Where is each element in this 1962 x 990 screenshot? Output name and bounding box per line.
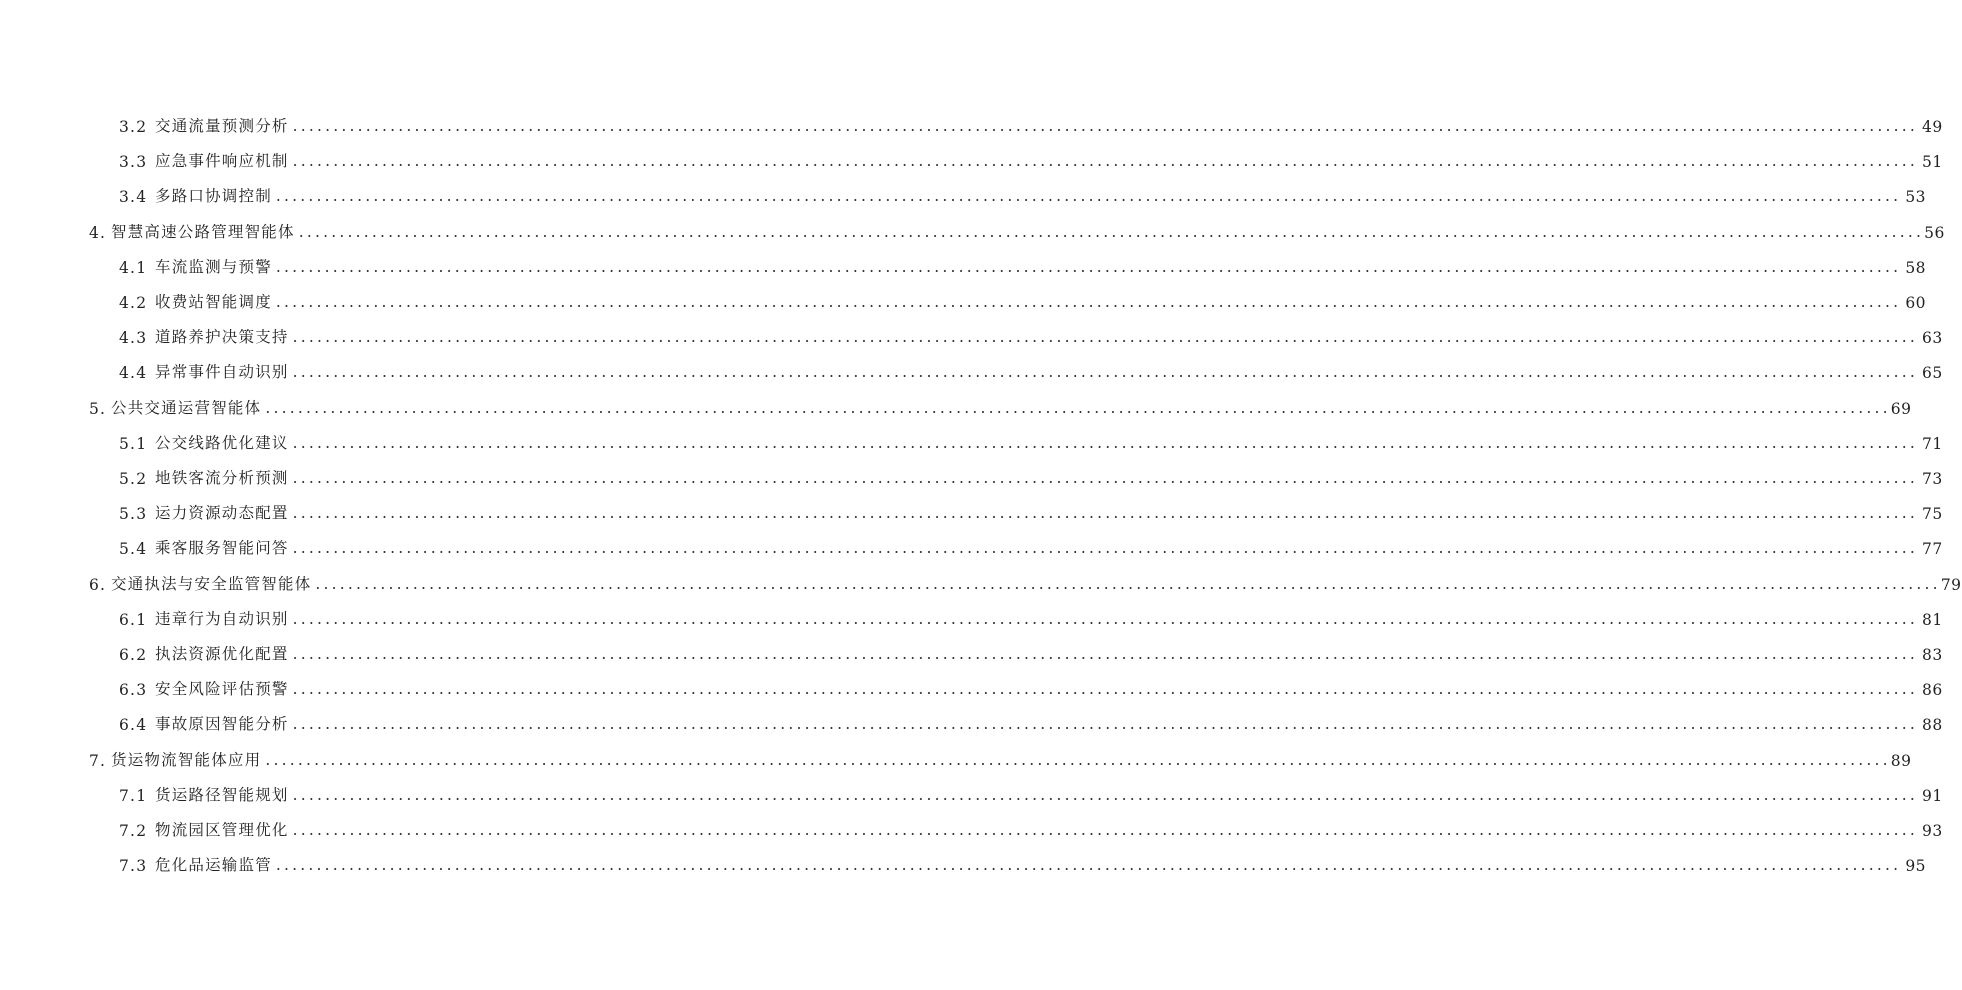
toc-entry-page-number: 75 — [1922, 505, 1943, 524]
toc-entry-title: 货运物流智能体应用 — [111, 750, 262, 769]
toc-entry-page-number: 83 — [1922, 646, 1943, 664]
toc-entry-page-number: 56 — [1924, 223, 1945, 242]
toc-entry-page-number: 81 — [1922, 610, 1943, 629]
toc-entry-number: 4.3 — [119, 329, 148, 348]
toc-dot-leader: ........................................................................................................................................................................................................ — [292, 609, 1919, 628]
toc-section-entry[interactable] — [119, 534, 1943, 559]
toc-dot-leader: ........................................................................................................................................................................................................ — [292, 821, 1919, 839]
toc-entry-number: 4.4 — [119, 364, 148, 383]
toc-dot-leader: ........................................................................................................................................................................................................ — [292, 469, 1919, 487]
toc-entry-title: 交通执法与安全监管智能体 — [111, 574, 312, 593]
toc-chapter-entry[interactable] — [89, 570, 1962, 594]
toc-entry-number: 3.4 — [119, 188, 148, 207]
toc-entry-number: 6.1 — [119, 610, 148, 629]
toc-entry-page-number: 63 — [1922, 329, 1943, 348]
toc-entry-page-number: 71 — [1922, 434, 1943, 453]
toc-entry-page-number: 65 — [1922, 364, 1943, 383]
toc-chapter-entry[interactable] — [89, 394, 1912, 418]
toc-entry-title: 交通流量预测分析 — [155, 117, 289, 135]
toc-dot-leader: ........................................................................................................................................................................................................ — [292, 715, 1919, 734]
toc-section-entry[interactable] — [119, 358, 1943, 383]
toc-entry-title: 智慧高速公路管理智能体 — [111, 222, 295, 241]
toc-entry-title: 多路口协调控制 — [155, 187, 272, 206]
toc-dot-leader: ........................................................................................................................................................................................................ — [275, 257, 1902, 276]
toc-entry-page-number: 86 — [1922, 681, 1943, 700]
toc-entry-title: 应急事件响应机制 — [155, 152, 289, 171]
toc-section-entry[interactable] — [119, 781, 1943, 805]
toc-entry-title: 收费站智能调度 — [155, 293, 272, 311]
toc-entry-page-number: 88 — [1922, 716, 1943, 735]
toc-entry-number: 4.2 — [119, 294, 148, 312]
toc-entry-number: 5.3 — [119, 505, 148, 524]
toc-entry-page-number: 58 — [1905, 258, 1927, 277]
toc-dot-leader: ........................................................................................................................................................................................................ — [292, 680, 1919, 699]
toc-dot-leader: ........................................................................................................................................................................................................ — [292, 785, 1919, 804]
toc-entry-number: 6.4 — [119, 716, 148, 735]
toc-entry-page-number: 95 — [1905, 857, 1927, 876]
toc-dot-leader: ........................................................................................................................................................................................................ — [275, 187, 1902, 206]
toc-entry-title: 运力资源动态配置 — [155, 504, 289, 523]
toc-entry-number: 5.4 — [119, 540, 148, 559]
toc-section-entry[interactable] — [119, 816, 1943, 840]
toc-section-entry[interactable] — [119, 464, 1943, 488]
toc-dot-leader: ........................................................................................................................................................................................................ — [292, 645, 1919, 663]
toc-entry-page-number: 73 — [1922, 470, 1943, 488]
toc-section-entry[interactable] — [119, 710, 1943, 735]
toc-section-entry[interactable] — [119, 147, 1943, 172]
toc-entry-number: 3.2 — [119, 118, 148, 136]
toc-section-entry[interactable] — [119, 253, 1927, 277]
toc-entry-page-number: 77 — [1922, 540, 1943, 559]
toc-section-entry[interactable] — [119, 182, 1927, 207]
toc-entry-title: 地铁客流分析预测 — [155, 469, 289, 487]
toc-entry-page-number: 69 — [1890, 399, 1912, 418]
toc-entry-title: 事故原因智能分析 — [155, 715, 289, 734]
toc-chapter-entry[interactable] — [89, 218, 1945, 242]
toc-section-entry[interactable] — [119, 112, 1943, 136]
toc-entry-page-number: 60 — [1905, 294, 1927, 312]
toc-entry-number: 7.1 — [119, 786, 148, 805]
toc-entry-number: 4.1 — [119, 258, 148, 277]
toc-entry-title: 车流监测与预警 — [155, 257, 272, 276]
toc-entry-number: 3.3 — [119, 153, 148, 172]
toc-section-entry[interactable] — [119, 605, 1943, 629]
toc-entry-page-number: 49 — [1922, 118, 1943, 136]
toc-entry-number: 4. — [89, 223, 107, 242]
toc-dot-leader: ........................................................................................................................................................................................................ — [292, 328, 1919, 347]
toc-entry-title: 乘客服务智能问答 — [155, 539, 289, 558]
toc-entry-title: 异常事件自动识别 — [155, 363, 289, 382]
toc-entry-number: 6. — [89, 575, 107, 594]
toc-entry-title: 公交线路优化建议 — [155, 433, 289, 452]
toc-entry-page-number: 53 — [1905, 188, 1927, 207]
toc-entry-number: 5.2 — [119, 470, 148, 488]
toc-entry-title: 安全风险评估预警 — [155, 680, 289, 699]
toc-entry-number: 7. — [89, 751, 107, 770]
toc-entry-page-number: 93 — [1922, 822, 1943, 840]
toc-entry-page-number: 79 — [1940, 575, 1962, 594]
toc-dot-leader: ........................................................................................................................................................................................................ — [292, 152, 1919, 171]
toc-chapter-entry[interactable] — [89, 746, 1912, 770]
toc-entry-title: 公共交通运营智能体 — [111, 398, 262, 417]
toc-dot-leader: ........................................................................................................................................................................................................ — [292, 539, 1919, 558]
toc-entry-number: 5.1 — [119, 434, 148, 453]
toc-entry-number: 5. — [89, 399, 107, 418]
toc-entry-title: 违章行为自动识别 — [155, 609, 289, 628]
toc-section-entry[interactable] — [119, 429, 1943, 453]
toc-entry-number: 7.3 — [119, 857, 148, 876]
toc-dot-leader: ........................................................................................................................................................................................................ — [298, 222, 1925, 241]
toc-entry-page-number: 89 — [1890, 751, 1912, 770]
toc-entry-number: 7.2 — [119, 822, 148, 840]
toc-dot-leader: ........................................................................................................................................................................................................ — [275, 856, 1902, 875]
toc-section-entry[interactable] — [119, 288, 1927, 312]
toc-entry-title: 道路养护决策支持 — [155, 328, 289, 347]
toc-entry-page-number: 91 — [1922, 786, 1943, 805]
toc-entry-title: 危化品运输监管 — [155, 856, 272, 875]
toc-dot-leader: ........................................................................................................................................................................................................ — [292, 504, 1919, 523]
toc-section-entry[interactable] — [119, 323, 1943, 348]
toc-entry-title: 物流园区管理优化 — [155, 821, 289, 839]
toc-section-entry[interactable] — [119, 640, 1943, 664]
toc-entry-title: 执法资源优化配置 — [155, 645, 289, 663]
toc-entry-title: 货运路径智能规划 — [155, 785, 289, 804]
toc-dot-leader: ........................................................................................................................................................................................................ — [292, 363, 1919, 382]
toc-dot-leader: ........................................................................................................................................................................................................ — [265, 398, 1891, 417]
toc-entry-page-number: 51 — [1922, 153, 1943, 172]
toc-dot-leader: ........................................................................................................................................................................................................ — [292, 117, 1919, 135]
toc-section-entry[interactable] — [119, 499, 1943, 524]
toc-section-entry[interactable] — [119, 675, 1943, 700]
toc-dot-leader: ........................................................................................................................................................................................................ — [275, 293, 1902, 311]
toc-entry-number: 6.2 — [119, 646, 148, 664]
toc-dot-leader: ........................................................................................................................................................................................................ — [315, 574, 1941, 593]
toc-section-entry[interactable] — [119, 851, 1927, 876]
toc-dot-leader: ........................................................................................................................................................................................................ — [265, 750, 1891, 769]
toc-entry-number: 6.3 — [119, 681, 148, 700]
toc-dot-leader: ........................................................................................................................................................................................................ — [292, 433, 1919, 452]
